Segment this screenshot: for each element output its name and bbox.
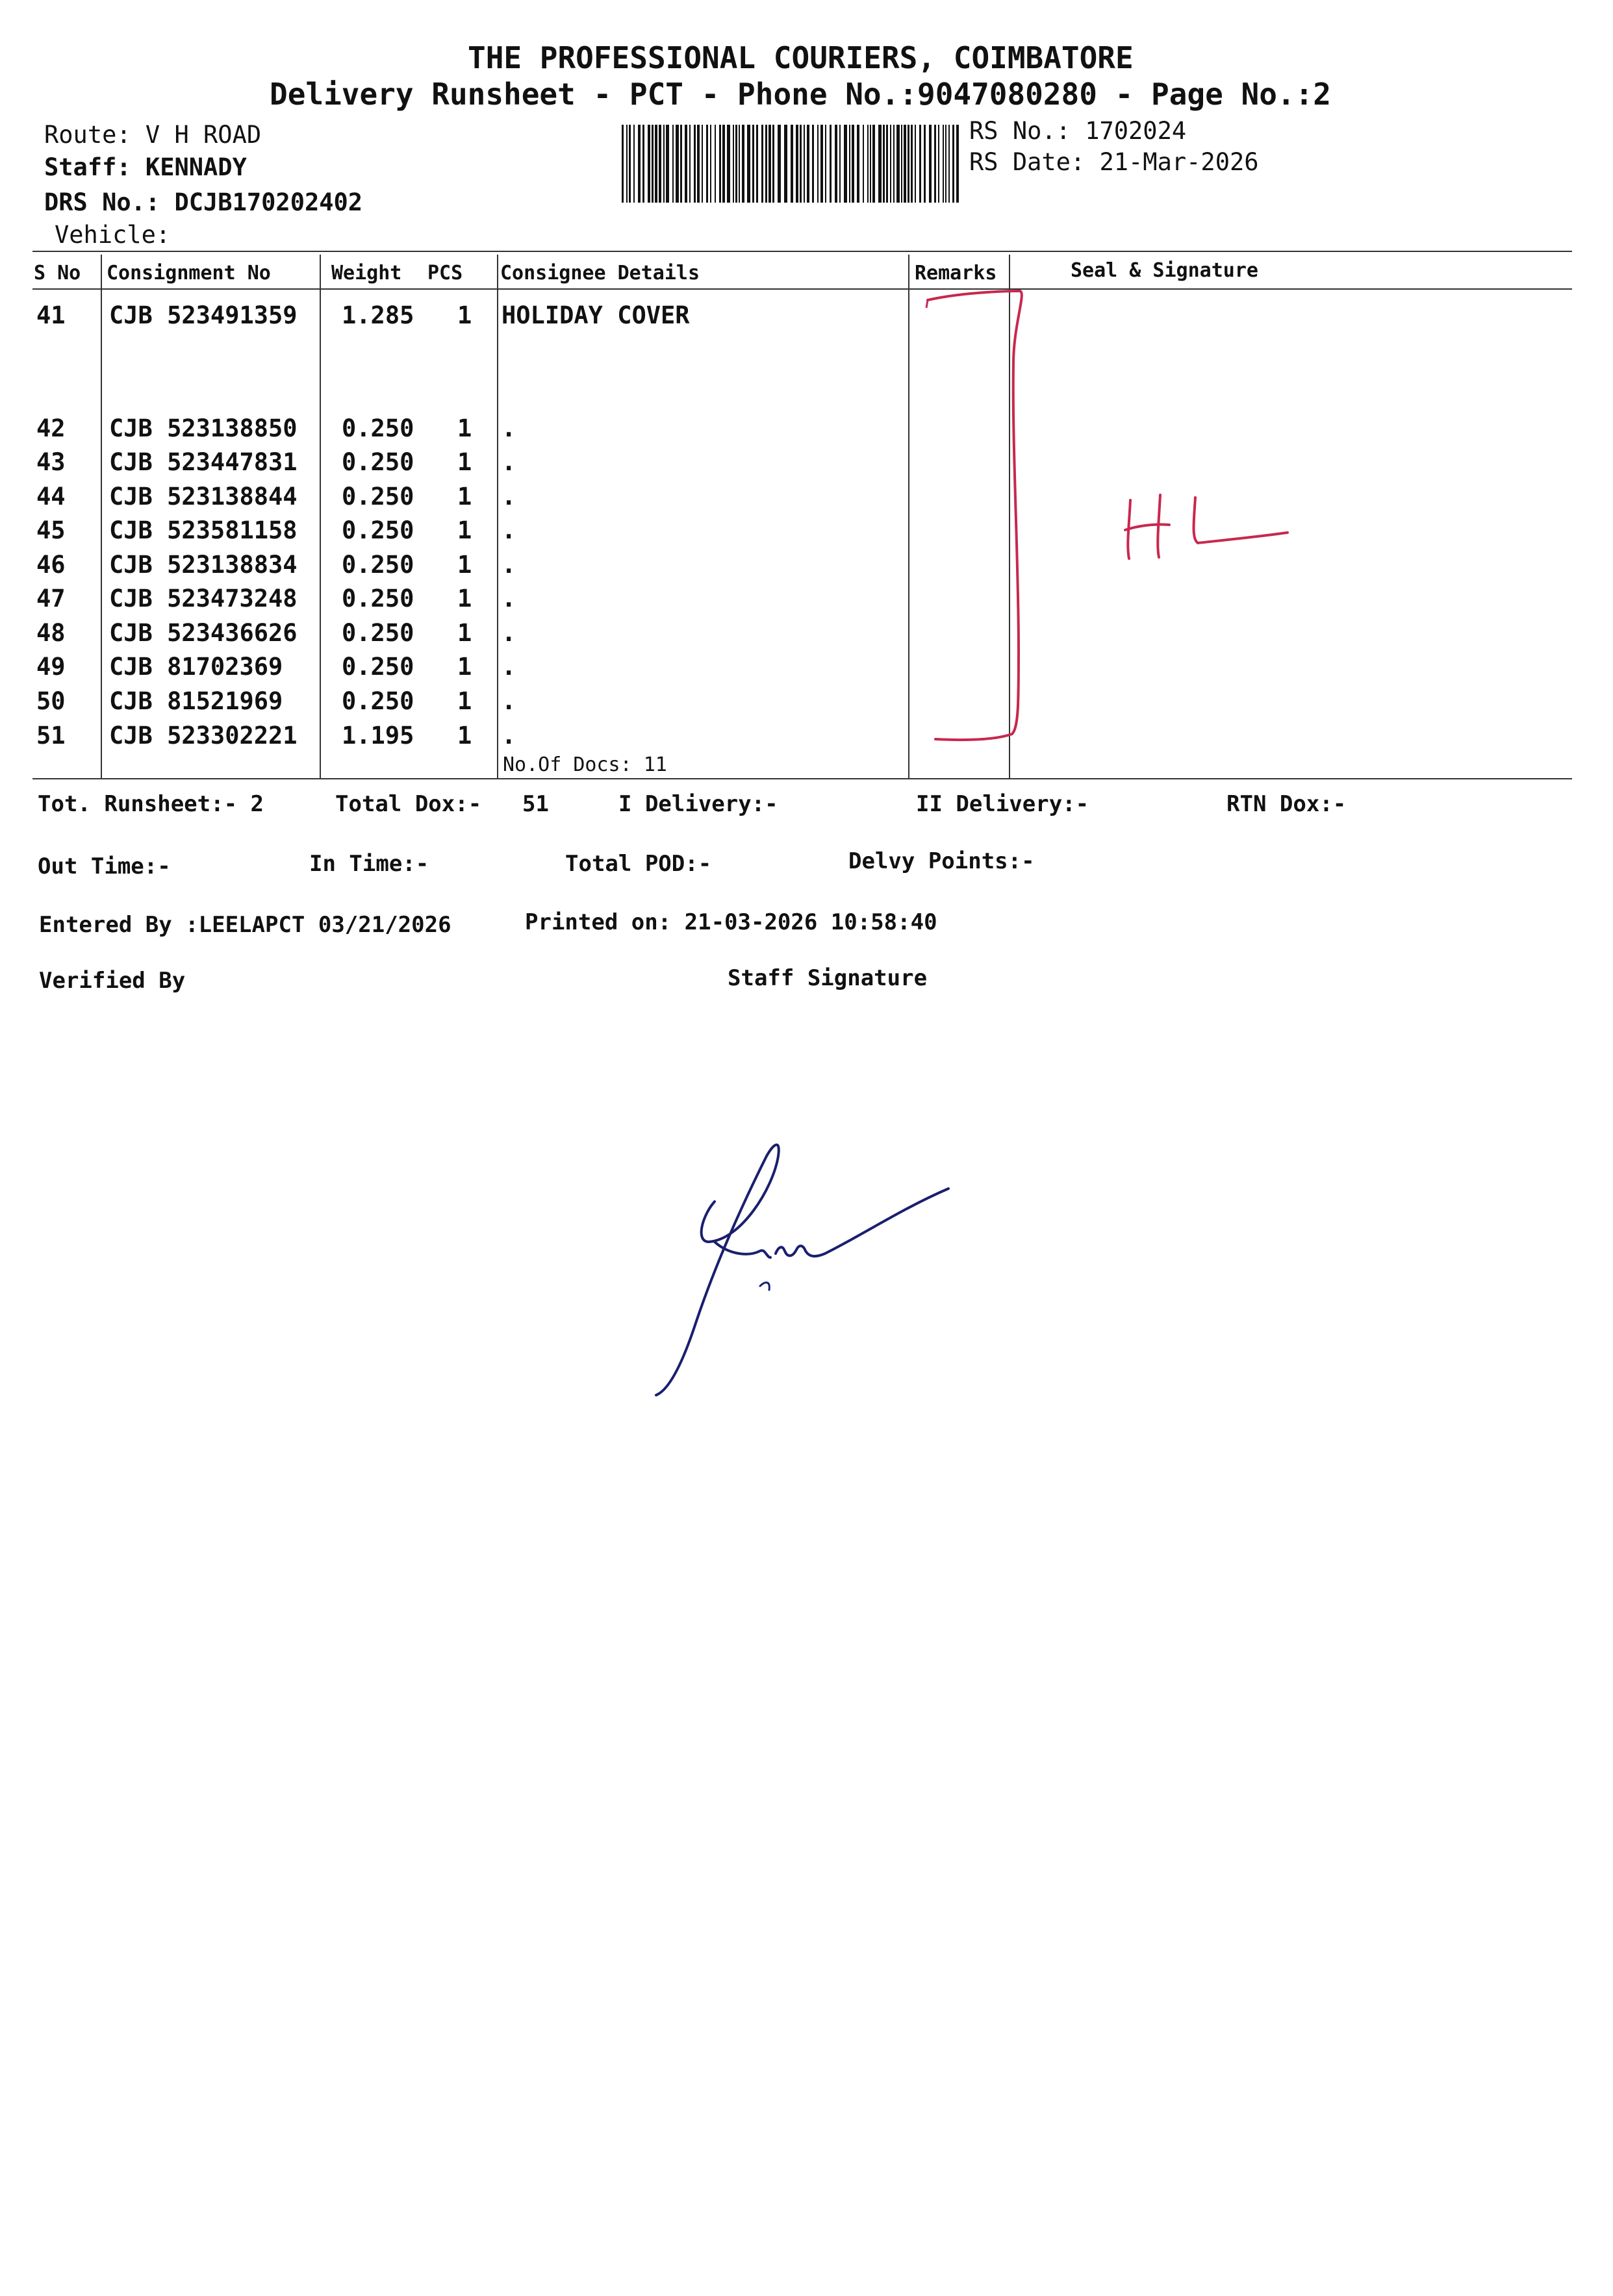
row-sno: 47: [36, 585, 66, 612]
in-time: In Time:-: [309, 851, 429, 877]
row-weight: 1.195: [342, 722, 414, 750]
row-consignment: CJB 523473248: [109, 585, 298, 612]
i-delivery: I Delivery:-: [618, 791, 778, 817]
row-sno: 49: [36, 653, 66, 681]
rs-date: RS Date: 21-Mar-2026: [969, 148, 1259, 176]
barcode-bar: [702, 125, 703, 203]
row-weight: 0.250: [342, 516, 414, 544]
barcode-bar: [778, 125, 781, 203]
rtn-dox: RTN Dox:-: [1226, 791, 1347, 817]
barcode-bar: [672, 125, 674, 203]
table-header-rule: [32, 288, 1572, 290]
row-pcs: 1: [457, 722, 472, 750]
row-sno: 44: [36, 483, 66, 511]
row-sno: 46: [36, 551, 66, 579]
barcode-bar: [638, 125, 641, 203]
barcode-bar: [857, 125, 859, 203]
barcode-bar: [710, 125, 711, 203]
barcode-bar: [652, 125, 654, 203]
barcode-bar: [784, 125, 787, 203]
delvy-points: Delvy Points:-: [848, 848, 1035, 874]
handwritten-hl-mark: [1117, 481, 1312, 572]
barcode-bar: [796, 125, 798, 203]
col-divider-pcs: [497, 255, 498, 778]
barcode-bar: [844, 125, 847, 203]
row-pcs: 1: [457, 687, 472, 715]
row-pcs: 1: [457, 619, 472, 647]
docs-count: No.Of Docs: 11: [503, 753, 667, 776]
row-consignment: CJB 523302221: [109, 722, 298, 750]
vehicle-label: Vehicle:: [55, 221, 171, 249]
row-pcs: 1: [457, 551, 472, 579]
row-pcs: 1: [457, 301, 472, 329]
row-consignee: .: [502, 722, 516, 750]
verified-by: Verified By: [39, 968, 186, 994]
barcode-bar: [890, 125, 891, 203]
runsheet-subtitle: Delivery Runsheet - PCT - Phone No.:9047080280 - Page No.:2: [270, 77, 1331, 112]
barcode-bar: [908, 125, 909, 203]
barcode-bar: [945, 125, 946, 203]
col-divider-consignment: [320, 255, 321, 778]
barcode-bar: [849, 125, 850, 203]
barcode-image: [622, 125, 964, 203]
barcode-bar: [622, 125, 624, 203]
barcode-bar: [768, 125, 771, 203]
row-weight: 1.285: [342, 301, 414, 329]
barcode-bar: [835, 125, 837, 203]
entered-by: Entered By :LEELAPCT 03/21/2026: [39, 912, 451, 938]
barcode-bar: [825, 125, 826, 203]
barcode-bar: [633, 125, 635, 203]
barcode-bar: [904, 125, 906, 203]
barcode-bar: [772, 125, 774, 203]
row-consignment: CJB 81521969: [109, 687, 283, 715]
row-consignee: .: [502, 551, 516, 579]
barcode-bar: [839, 125, 841, 203]
row-consignment: CJB 523447831: [109, 448, 298, 476]
ii-delivery: II Delivery:-: [916, 791, 1089, 817]
row-weight: 0.250: [342, 585, 414, 612]
barcode-bar: [663, 125, 665, 203]
row-consignment: CJB 523436626: [109, 619, 298, 647]
row-consignee: .: [502, 653, 516, 681]
barcode-bar: [938, 125, 939, 203]
barcode-bar: [715, 125, 716, 203]
barcode-bar: [886, 125, 888, 203]
handwritten-remark-hl: [1117, 481, 1312, 572]
total-dox-value: 51: [522, 791, 549, 817]
row-consignment: CJB 523138844: [109, 483, 298, 511]
col-header-remarks: Remarks: [915, 262, 997, 284]
barcode-bar: [883, 125, 885, 203]
barcode-bar: [863, 125, 864, 203]
barcode-bar: [893, 125, 895, 203]
barcode-bar: [919, 125, 921, 203]
barcode-bar: [752, 125, 754, 203]
barcode-bar: [689, 125, 691, 203]
col-header-pcs: PCS: [427, 262, 463, 284]
barcode-bar: [800, 125, 802, 203]
col-header-sno: S No: [34, 262, 81, 284]
barcode-bar: [761, 125, 763, 203]
row-sno: 45: [36, 516, 66, 544]
out-time: Out Time:-: [38, 853, 171, 879]
barcode-bar: [870, 125, 871, 203]
row-weight: 0.250: [342, 448, 414, 476]
barcode-bar: [756, 125, 758, 203]
barcode-bar: [655, 125, 657, 203]
row-consignee: .: [502, 483, 516, 511]
barcode-bar: [952, 125, 954, 203]
barcode-bar: [830, 125, 832, 203]
barcode-bar: [719, 125, 721, 203]
row-consignee: .: [502, 619, 516, 647]
row-pcs: 1: [457, 414, 472, 442]
barcode-bar: [804, 125, 805, 203]
printed-on: Printed on: 21-03-2026 10:58:40: [525, 909, 937, 935]
row-sno: 43: [36, 448, 66, 476]
company-name: THE PROFESSIONAL COURIERS, COIMBATORE: [468, 40, 1134, 75]
row-sno: 41: [36, 301, 66, 329]
barcode-bar: [867, 125, 869, 203]
col-header-consignee: Consignee Details: [500, 262, 700, 284]
barcode-bar: [697, 125, 700, 203]
barcode-bar: [817, 125, 819, 203]
barcode-bar: [659, 125, 661, 203]
barcode-bar: [934, 125, 936, 203]
row-sno: 48: [36, 619, 66, 647]
barcode-bar: [924, 125, 926, 203]
staff-signature-image: [643, 1130, 981, 1416]
row-consignee: .: [502, 414, 516, 442]
barcode-bar: [872, 125, 875, 203]
barcode-bar: [878, 125, 882, 203]
row-weight: 0.250: [342, 414, 414, 442]
barcode-bar: [722, 125, 725, 203]
staff-signature-label: Staff Signature: [728, 965, 928, 991]
row-sno: 50: [36, 687, 66, 715]
barcode-bar: [685, 125, 687, 203]
col-header-seal-signature: Seal & Signature: [1071, 259, 1258, 282]
row-pcs: 1: [457, 516, 472, 544]
row-weight: 0.250: [342, 653, 414, 681]
barcode-bar: [896, 125, 900, 203]
row-weight: 0.250: [342, 483, 414, 511]
barcode-bar: [706, 125, 708, 203]
drs-number: DRS No.: DCJB170202402: [44, 188, 363, 216]
barcode-bar: [680, 125, 682, 203]
barcode-bar: [943, 125, 944, 203]
barcode-bar: [852, 125, 854, 203]
rs-number: RS No.: 1702024: [969, 117, 1187, 145]
barcode-bar: [694, 125, 696, 203]
row-sno: 51: [36, 722, 66, 750]
barcode-bar: [820, 125, 823, 203]
barcode-bar: [742, 125, 744, 203]
row-weight: 0.250: [342, 687, 414, 715]
barcode-bar: [629, 125, 631, 203]
row-consignment: CJB 523138850: [109, 414, 298, 442]
row-consignee: .: [502, 585, 516, 612]
row-pcs: 1: [457, 653, 472, 681]
barcode-bar: [642, 125, 644, 203]
col-header-consignment: Consignment No: [107, 262, 271, 284]
row-consignee: HOLIDAY COVER: [502, 301, 690, 329]
row-consignment: CJB 81702369: [109, 653, 283, 681]
barcode-bar: [733, 125, 734, 203]
barcode-bar: [812, 125, 814, 203]
barcode-bar: [666, 125, 669, 203]
barcode-bar: [739, 125, 740, 203]
barcode-bar: [956, 125, 959, 203]
barcode-bar: [901, 125, 902, 203]
row-consignment: CJB 523491359: [109, 301, 298, 329]
row-consignment: CJB 523138834: [109, 551, 298, 579]
row-pcs: 1: [457, 585, 472, 612]
barcode-bar: [735, 125, 737, 203]
barcode-bar: [626, 125, 628, 203]
row-pcs: 1: [457, 448, 472, 476]
col-header-weight: Weight: [331, 262, 402, 284]
row-pcs: 1: [457, 483, 472, 511]
row-consignee: .: [502, 516, 516, 544]
table-top-rule: [32, 251, 1572, 252]
barcode-bar: [807, 125, 809, 203]
col-divider-sno: [101, 255, 102, 778]
barcode-bar: [915, 125, 916, 203]
barcode-bar: [791, 125, 793, 203]
barcode-bar: [948, 125, 950, 203]
barcode-bar: [648, 125, 650, 203]
row-weight: 0.250: [342, 551, 414, 579]
row-consignee: .: [502, 448, 516, 476]
route-label: Route: V H ROAD: [44, 121, 262, 149]
tot-runsheet: Tot. Runsheet:- 2: [38, 791, 264, 817]
barcode-bar: [765, 125, 767, 203]
total-dox-label: Total Dox:-: [335, 791, 482, 817]
row-consignee: .: [502, 687, 516, 715]
barcode-bar: [727, 125, 730, 203]
row-consignment: CJB 523581158: [109, 516, 298, 544]
staff-label: Staff: KENNADY: [44, 153, 247, 181]
barcode-bar: [911, 125, 913, 203]
row-weight: 0.250: [342, 619, 414, 647]
barcode-bar: [929, 125, 932, 203]
row-sno: 42: [36, 414, 66, 442]
total-pod: Total POD:-: [565, 851, 712, 877]
barcode-bar: [676, 125, 679, 203]
table-bottom-rule: [32, 778, 1572, 779]
barcode-bar: [747, 125, 750, 203]
